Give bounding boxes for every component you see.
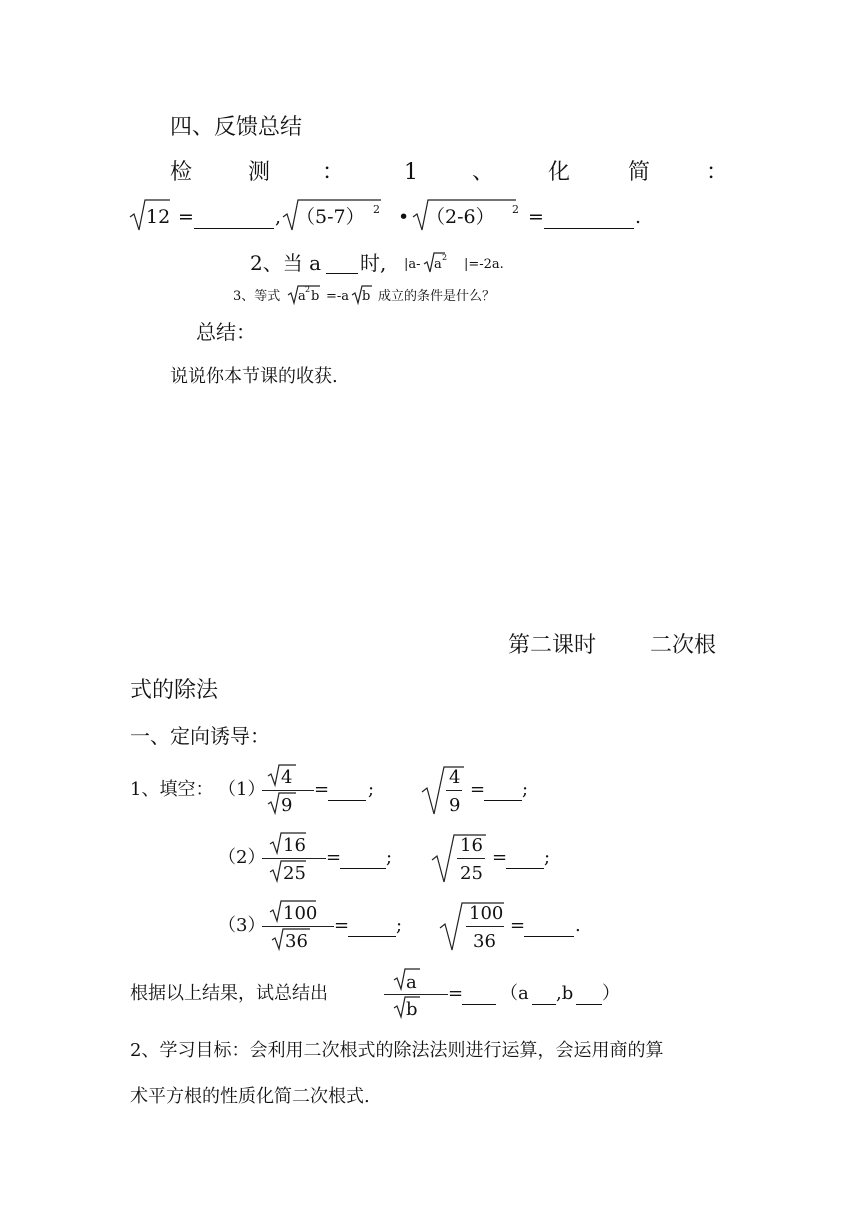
section4-title: 四、反馈总结 bbox=[170, 115, 303, 140]
exponent: 2 bbox=[305, 285, 311, 294]
equals-neg-a: =-a bbox=[326, 289, 350, 304]
question-3-prefix: 3、等式 bbox=[233, 289, 281, 304]
answer-blank[interactable] bbox=[326, 256, 358, 274]
denominator: b bbox=[406, 999, 418, 1020]
answer-blank[interactable] bbox=[348, 920, 396, 937]
detect-char: 化 bbox=[548, 160, 571, 185]
exponent: 2 bbox=[512, 203, 519, 216]
section1-title: 一、定向诱导： bbox=[130, 724, 270, 748]
answer-blank[interactable] bbox=[544, 210, 634, 229]
detect-char: 、 bbox=[472, 160, 495, 185]
question-3-suffix: 成立的条件是什么？ bbox=[378, 289, 496, 304]
summary-text: 说说你本节课的收获. bbox=[170, 366, 338, 387]
radicand: a bbox=[434, 257, 442, 272]
abs-open: |a- bbox=[404, 257, 421, 272]
radicand: （2-6） bbox=[426, 206, 495, 228]
equals-sign: = bbox=[326, 847, 342, 868]
separator: ; bbox=[396, 915, 403, 936]
answer-blank[interactable] bbox=[328, 784, 366, 801]
fraction-bar bbox=[262, 858, 326, 859]
condition-close: ） bbox=[602, 983, 620, 1004]
fraction-bar bbox=[262, 790, 314, 791]
dot-operator: • bbox=[398, 206, 410, 228]
detect-char: ： bbox=[706, 160, 729, 185]
general-rule-prefix: 根据以上结果，试总结出 bbox=[130, 983, 328, 1004]
detect-char: 1 bbox=[404, 160, 418, 185]
numerator: 4 bbox=[281, 767, 293, 788]
answer-blank[interactable] bbox=[576, 988, 602, 1005]
equals-sign: = bbox=[448, 983, 464, 1004]
detect-char: 测 bbox=[248, 160, 271, 185]
inner-fraction-bar bbox=[446, 790, 462, 791]
answer-blank[interactable] bbox=[532, 988, 556, 1005]
answer-blank[interactable] bbox=[524, 920, 574, 937]
learning-goal-line-2: 术平方根的性质化简二次根式. bbox=[130, 1086, 370, 1107]
condition-open: （a bbox=[500, 983, 529, 1004]
question-2-prefix: 2、当 a bbox=[250, 251, 322, 275]
equals-sign: = bbox=[492, 847, 508, 868]
answer-blank[interactable] bbox=[194, 210, 274, 229]
abs-close: |=-2a. bbox=[464, 257, 504, 272]
summary-title: 总结： bbox=[196, 320, 256, 344]
detect-char: ： bbox=[322, 160, 345, 185]
separator: ; bbox=[386, 847, 393, 868]
radicand: a bbox=[298, 289, 306, 304]
numerator: a bbox=[406, 972, 417, 993]
exponent: 2 bbox=[442, 253, 448, 262]
question-2-suffix: 时, bbox=[360, 251, 387, 275]
row-label: （3） bbox=[218, 915, 266, 936]
detect-char: 检 bbox=[170, 160, 193, 185]
numerator: 100 bbox=[283, 903, 318, 924]
fraction-bar bbox=[262, 926, 334, 927]
radicand: b bbox=[362, 289, 371, 304]
radicand: b bbox=[311, 289, 320, 304]
inner-denominator: 25 bbox=[460, 863, 483, 884]
period: . bbox=[635, 206, 642, 228]
fraction-bar bbox=[384, 994, 448, 995]
equals-sign: = bbox=[470, 779, 486, 800]
row-label: （2） bbox=[218, 847, 266, 868]
equals-sign: = bbox=[510, 915, 526, 936]
inner-denominator: 9 bbox=[449, 795, 461, 816]
exponent: 2 bbox=[373, 203, 380, 216]
row-label: （1） bbox=[218, 779, 266, 800]
comma: , bbox=[275, 206, 282, 228]
separator: ; bbox=[368, 779, 375, 800]
inner-fraction-bar bbox=[457, 858, 485, 859]
inner-fraction-bar bbox=[466, 926, 504, 927]
answer-blank[interactable] bbox=[506, 852, 544, 869]
equals-sign: = bbox=[528, 206, 544, 228]
equals-sign: = bbox=[314, 779, 330, 800]
inner-numerator: 4 bbox=[449, 767, 461, 788]
numerator: 16 bbox=[283, 835, 306, 856]
condition-comma-b: ,b bbox=[556, 983, 574, 1004]
inner-numerator: 100 bbox=[469, 903, 504, 924]
lesson-title-continued: 式的除法 bbox=[130, 678, 219, 703]
denominator: 9 bbox=[281, 795, 293, 816]
denominator: 25 bbox=[283, 863, 306, 884]
lesson-title-part1: 第二课时 bbox=[508, 633, 597, 658]
equals-sign: = bbox=[178, 206, 194, 228]
answer-blank[interactable] bbox=[484, 784, 522, 801]
answer-blank[interactable] bbox=[340, 852, 386, 869]
inner-denominator: 36 bbox=[473, 931, 496, 952]
denominator: 36 bbox=[285, 931, 308, 952]
lesson-title-part2: 二次根 bbox=[650, 633, 717, 658]
detect-char: 简 bbox=[628, 160, 651, 185]
answer-blank[interactable] bbox=[462, 988, 496, 1005]
learning-goal-line-1: 2、学习目标：会利用二次根式的除法法则进行运算，会运用商的算 bbox=[130, 1040, 664, 1061]
equals-sign: = bbox=[334, 915, 350, 936]
end-mark: ; bbox=[544, 847, 551, 868]
end-mark: . bbox=[575, 915, 581, 936]
end-mark: ; bbox=[522, 779, 529, 800]
fill-label: 1、填空： bbox=[130, 779, 214, 800]
radicand: 12 bbox=[146, 206, 171, 228]
inner-numerator: 16 bbox=[460, 835, 483, 856]
radicand: （5-7） bbox=[296, 206, 365, 228]
